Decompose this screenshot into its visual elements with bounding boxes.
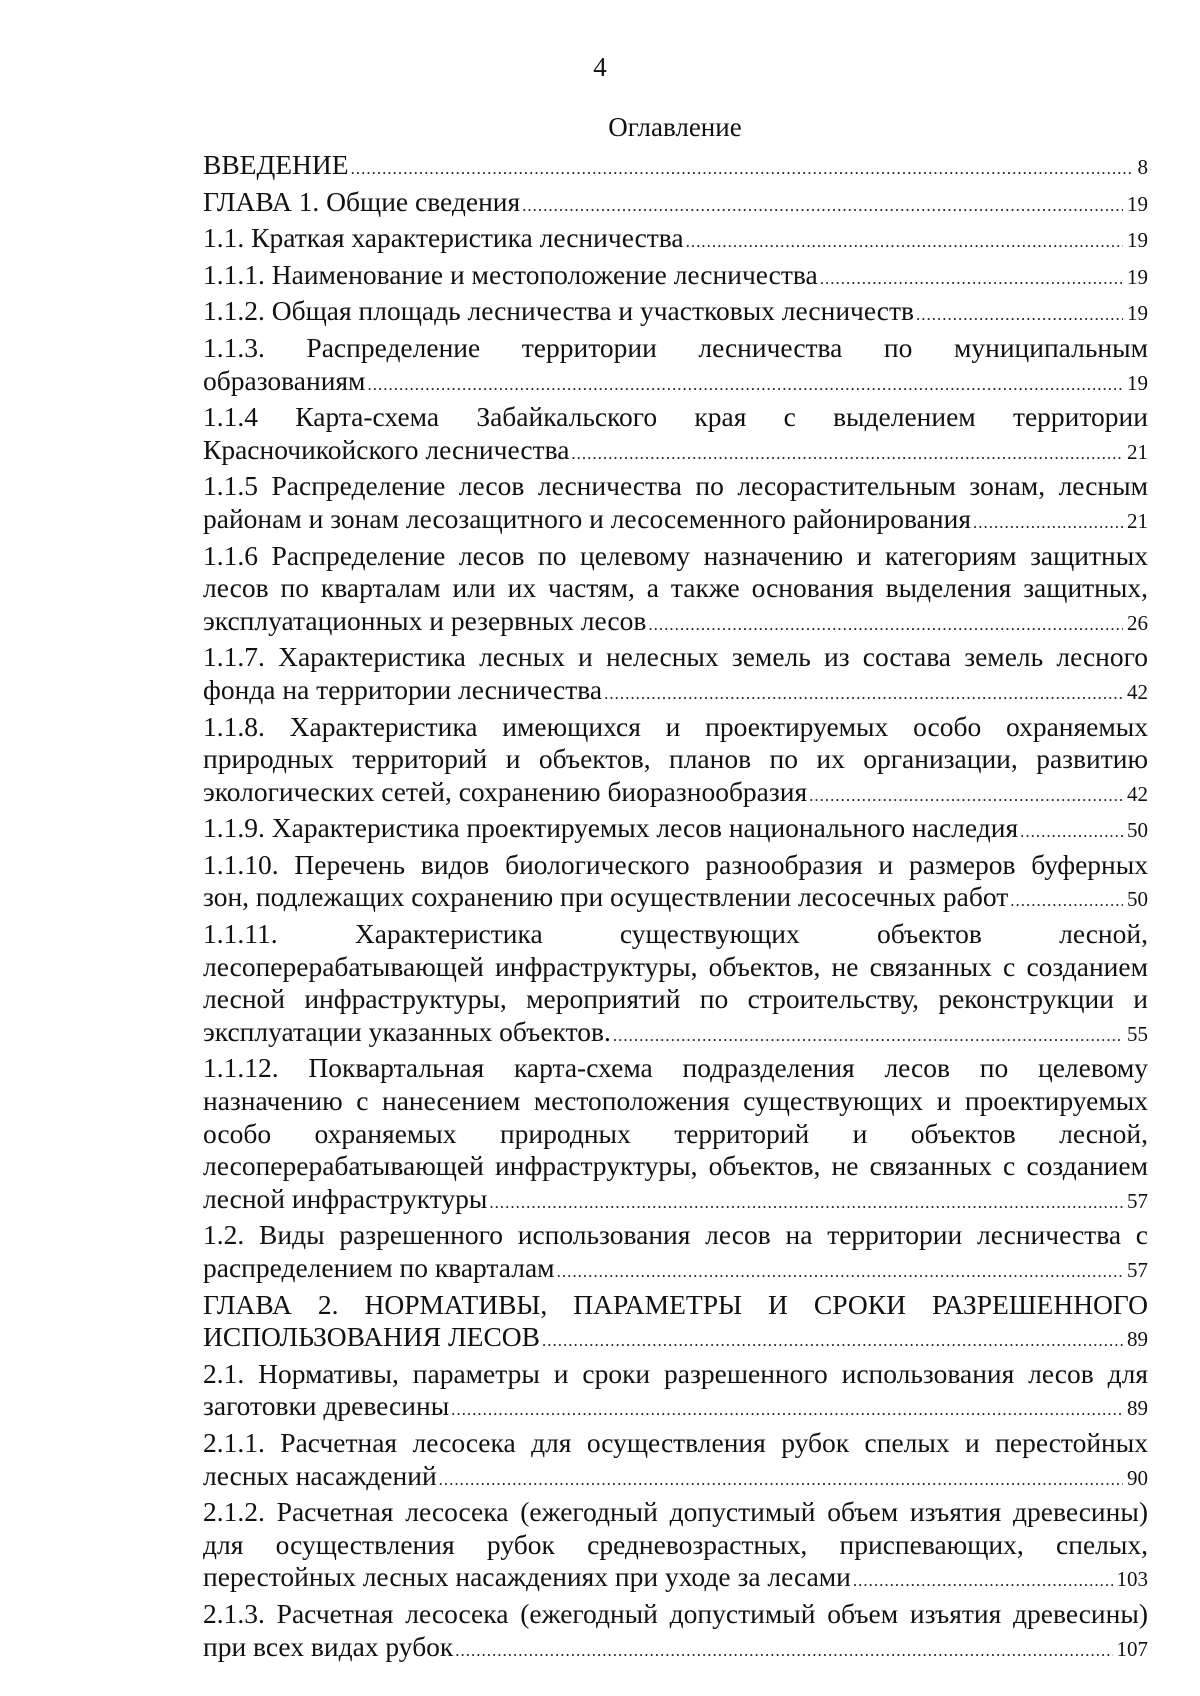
toc-entry[interactable] (203, 470, 1148, 539)
toc-page-number: 89 (1127, 1327, 1148, 1352)
toc-entry-line: 1.1.5 Распределение лесов лесничества по лесорастительным зонам, лесным (203, 470, 1148, 502)
toc-entry-line: лесов по кварталам или их частям, а также основания выделения защитных, (203, 572, 1148, 604)
dot-leader (367, 369, 1123, 402)
page-number: 4 (593, 52, 607, 82)
toc-page-number: 90 (1127, 1465, 1148, 1490)
toc-entry-final-line (203, 1561, 1148, 1598)
toc-page-number: 107 (1116, 1636, 1148, 1661)
toc-entry[interactable] (203, 1496, 1148, 1598)
toc-entry-line: природных территорий и объектов, планов по их организации, развитию (203, 743, 1148, 775)
toc-entry-title: эксплуатационных и резервных лесов (203, 604, 647, 636)
toc-entry-line: 2.1.3. Расчетная лесосека (ежегодный допустимый объем изъятия древесины) (203, 1597, 1148, 1629)
toc-entry-title: 1.1.1. Наименование и местоположение лесничества (203, 258, 818, 290)
toc-entry-title: ИСПОЛЬЗОВАНИЯ ЛЕСОВ (203, 1321, 540, 1353)
toc-entry-line: лесоперерабатывающей инфраструктуры, объектов, не связанных с созданием (203, 1150, 1148, 1182)
toc-entry-final-line (203, 776, 1148, 813)
toc-entry-title: экологических сетей, сохранению биоразнообразия (203, 775, 808, 807)
dot-leader (916, 299, 1123, 332)
toc-entry-line: назначению с нанесением местоположения существующих и проектируемых (203, 1085, 1148, 1117)
toc-entry-title: 1.1.9. Характеристика проектируемых лесов национального наследия (203, 812, 1019, 844)
toc-entry[interactable] (203, 1427, 1148, 1496)
toc-entry[interactable] (203, 1598, 1148, 1667)
dot-leader (489, 1187, 1123, 1220)
toc-entry-line: 1.1.11. Характеристика существующих объектов лесной, (203, 918, 1148, 950)
toc-entry-title: лесных насаждений (203, 1459, 437, 1491)
dot-leader (439, 1464, 1123, 1497)
dot-leader (455, 1635, 1112, 1668)
toc-entry-line: лесной инфраструктуры, мероприятий по строительству, реконструкции и (203, 983, 1148, 1015)
toc-entry-line: 2.1.2. Расчетная лесосека (ежегодный допустимый объем изъятия древесины) (203, 1496, 1148, 1528)
dot-leader (686, 226, 1123, 259)
toc-entry[interactable] (203, 711, 1148, 813)
toc-entry-final-line (203, 1321, 1148, 1358)
toc-entry[interactable] (203, 641, 1148, 710)
toc-entry-line: особо охраняемых природных территорий и объектов лесной, (203, 1117, 1148, 1149)
dot-leader (351, 153, 1134, 186)
toc-entry-final-line (203, 222, 1148, 259)
toc-entry[interactable] (203, 918, 1148, 1052)
toc-entry-line: 1.1.8. Характеристика имеющихся и проектируемых особо охраняемых (203, 710, 1148, 742)
toc-entry-final-line (203, 1252, 1148, 1289)
toc-entry-line: 1.1.4 Карта-схема Забайкальского края с выделением территории (203, 401, 1148, 433)
toc-entry-title: образованиям (203, 364, 366, 396)
toc-entry-line: для осуществления рубок средневозрастных, приспевающих, спелых, (203, 1528, 1148, 1560)
toc-page-number: 42 (1127, 781, 1148, 806)
toc-entry-final-line (203, 1183, 1148, 1220)
toc-entry-title: Красночикойского лесничества (203, 433, 570, 465)
toc-page-number: 8 (1137, 155, 1148, 179)
toc-entry-line: 1.1.10. Перечень видов биологического разнообразия и размеров буферных (203, 848, 1148, 880)
dot-leader (648, 609, 1123, 642)
toc-page-number: 21 (1127, 508, 1148, 533)
toc-page-number: 57 (1127, 1188, 1148, 1213)
toc-page-number: 57 (1127, 1258, 1148, 1282)
toc-page-number: 50 (1127, 887, 1148, 912)
toc-page-number: 19 (1127, 301, 1148, 326)
toc-entry-final-line (203, 259, 1148, 296)
toc-entry-title: лесной инфраструктуры (203, 1182, 488, 1214)
toc-entry-final-line (203, 186, 1148, 223)
toc-entry-final-line (203, 1016, 1148, 1053)
toc-page-number: 50 (1127, 818, 1148, 843)
toc-entry[interactable] (203, 1052, 1148, 1219)
toc-entry-title: зон, подлежащих сохранению при осуществлении лесосечных работ (203, 881, 1009, 913)
toc-title: Оглавление (608, 112, 742, 142)
toc-entry-final-line (203, 1390, 1148, 1427)
toc-entry-final-line (203, 295, 1148, 332)
toc-entry[interactable] (203, 1289, 1148, 1358)
toc-entry-line: ГЛАВА 2. НОРМАТИВЫ, ПАРАМЕТРЫ И СРОКИ РАЗРЕШЕННОГО (203, 1288, 1148, 1320)
toc-entry[interactable] (203, 540, 1148, 642)
toc-entry-title: районам и зонам лесозащитного и лесосеменного районирования (203, 502, 971, 534)
toc-entry[interactable] (203, 149, 1148, 186)
dot-leader (820, 263, 1123, 296)
dot-leader (604, 678, 1123, 711)
dot-leader (557, 1256, 1123, 1289)
toc-entry-line: 1.1.6 Распределение лесов по целевому назначению и категориям защитных (203, 539, 1148, 571)
toc-entry-title: заготовки древесины (203, 1390, 450, 1422)
toc-entry[interactable] (203, 1358, 1148, 1427)
dot-leader (809, 780, 1123, 813)
toc-entry-final-line (203, 1631, 1148, 1668)
toc-entry-final-line (203, 674, 1148, 711)
toc-entry-line: 2.1. Нормативы, параметры и сроки разрешенного использования лесов для (203, 1357, 1148, 1389)
dot-leader (973, 507, 1123, 540)
toc-page-number: 103 (1116, 1567, 1148, 1592)
toc-entry[interactable] (203, 401, 1148, 470)
toc-entry-title: перестойных лесных насаждениях при уходе за лесами (203, 1561, 851, 1593)
toc-entry-title: 1.1.2. Общая площадь лесничества и участковых лесничеств (203, 295, 914, 327)
toc-entry-final-line (203, 605, 1148, 642)
dot-leader (1010, 885, 1123, 918)
toc-entry-title: 1.1. Краткая характеристика лесничества (203, 222, 684, 254)
toc-entry-line: 1.2. Виды разрешенного использования лесов на территории лесничества с (203, 1219, 1148, 1251)
dot-leader (571, 438, 1123, 471)
toc-page-number: 19 (1127, 370, 1148, 395)
toc-entry[interactable] (203, 849, 1148, 918)
dot-leader (542, 1325, 1123, 1358)
table-of-contents (203, 149, 1148, 1667)
toc-entry[interactable] (203, 332, 1148, 401)
toc-entry[interactable] (203, 812, 1148, 849)
dot-leader (613, 1020, 1123, 1053)
toc-page-number: 55 (1127, 1021, 1148, 1046)
dot-leader (853, 1565, 1113, 1598)
dot-leader (522, 190, 1123, 223)
toc-page-number: 19 (1127, 191, 1148, 216)
toc-entry-final-line (203, 881, 1148, 918)
toc-entry-final-line (203, 365, 1148, 402)
toc-page-number: 89 (1127, 1396, 1148, 1421)
toc-entry-title: фонда на территории лесничества (203, 673, 603, 705)
toc-entry-line: 2.1.1. Расчетная лесосека для осуществления рубок спелых и перестойных (203, 1426, 1148, 1458)
toc-entry[interactable] (203, 295, 1148, 332)
toc-entry[interactable] (203, 222, 1148, 259)
toc-page-number: 19 (1127, 264, 1148, 289)
toc-entry-title: распределением по кварталам (203, 1252, 555, 1283)
toc-entry[interactable] (203, 259, 1148, 296)
toc-entry-final-line (203, 1460, 1148, 1497)
toc-entry-title: ГЛАВА 1. Общие сведения (203, 185, 521, 217)
toc-entry[interactable] (203, 186, 1148, 223)
toc-page-number: 26 (1127, 610, 1148, 635)
toc-entry-final-line (203, 812, 1148, 849)
toc-entry-final-line (203, 149, 1148, 186)
toc-page-number: 42 (1127, 679, 1148, 704)
toc-entry-line: 1.1.12. Поквартальная карта-схема подразделения лесов по целевому (203, 1052, 1148, 1084)
toc-entry-title: ВВЕДЕНИЕ (203, 149, 349, 180)
toc-entry-title: при всех видах рубок (203, 1630, 454, 1662)
toc-entry[interactable] (203, 1219, 1148, 1288)
dot-leader (451, 1394, 1123, 1427)
toc-entry-final-line (203, 434, 1148, 471)
toc-entry-line: лесоперерабатывающей инфраструктуры, объектов, не связанных с созданием (203, 950, 1148, 982)
toc-page-number: 21 (1127, 439, 1148, 464)
toc-page-number: 19 (1127, 228, 1148, 253)
toc-entry-line: 1.1.7. Характеристика лесных и нелесных земель из состава земель лесного (203, 641, 1148, 673)
toc-entry-final-line (203, 503, 1148, 540)
dot-leader (1020, 816, 1123, 849)
toc-entry-title: эксплуатации указанных объектов. (203, 1015, 611, 1047)
toc-entry-line: 1.1.3. Распределение территории лесничества по муниципальным (203, 331, 1148, 363)
